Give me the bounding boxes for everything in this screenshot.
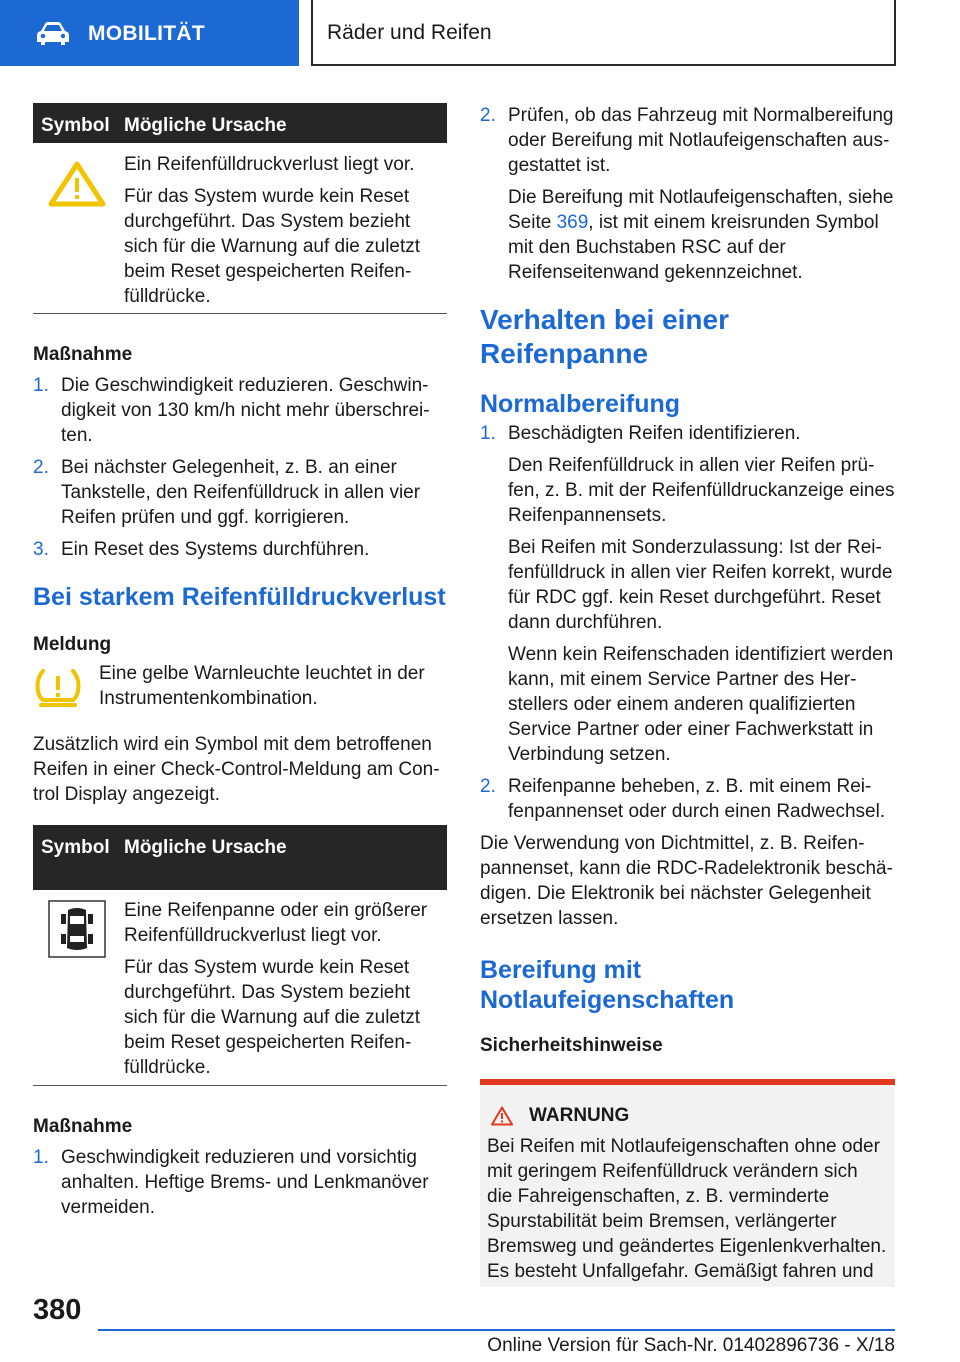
check-list <box>480 103 895 285</box>
table-cell-text: Für das System wurde kein Reset durchgeführt. Das System bezieht sich für die Warnung auf die zuletzt beim Reset gespeicherten Reifenfülldrücke. <box>124 957 421 1078</box>
measure-list <box>33 1145 447 1220</box>
section-heading: Bei starkem Reifenfülldruckverlust <box>33 583 446 611</box>
message-title: Meldung <box>33 634 112 655</box>
list-item-text: Die Bereifung mit Notlaufeigenschaften, siehe Seite 369, ist mit einem kreisrunden Symbol mit den Buchstaben RSC auf der Reifenseitenwand gekennzeichnet. <box>508 187 894 283</box>
table-cell-text: Eine Reifenpanne oder ein größerer Reifenfülldruckverlust liegt vor. <box>124 900 428 946</box>
list-item: 1. Beschädigten Reifen identifizieren. Den Reifenfülldruck in allen vier Reifen prüfen, z. B. mit der Reifenfülldruckanzeige eines Reifenpannensets. Bei Reifen mit Sonderzulassung: Ist der Reifenfülldruck in allen vier Reifen korrekt, wurde für RDC ggf. kein Reset durchgeführt. Reset dann durchführen. Wenn kein Reifenschaden identifiziert werden kann, mit einem Service Partner des Herstellers oder einem anderen qualifizierten Service Partner oder einer Fachwerkstatt in Verbindung setzen. <box>480 423 895 765</box>
warning-box <box>480 1079 895 1287</box>
list-item: 3. Ein Reset des Systems durchführen. <box>33 539 370 560</box>
safety-title: Sicherheitshinweise <box>480 1035 663 1056</box>
measure-list <box>33 373 447 562</box>
chapter-title: Räder und Reifen <box>327 20 492 44</box>
warning-text: Bei Reifen mit Notlaufeigenschaften ohne oder mit geringem Reifenfülldruck verändern sich die Fahreigenschaften, z. B. verminderte Spurstabilität beim Bremsen, verlängerter Bremsweg und geändertes Eigenlenkverhalten. Es besteht Unfallgefahr. Gemäßigt fahren und <box>487 1136 887 1282</box>
section-heading: Verhalten bei einer Reifenpanne <box>480 304 729 369</box>
table-header-symbol: Symbol <box>41 115 110 136</box>
chapter-header <box>311 0 896 66</box>
car-icon <box>36 20 70 46</box>
extra-text: Zusätzlich wird ein Symbol mit dem betroffenen Reifen in einer Check-Control-Meldung am Control Display angezeigt. <box>33 734 440 805</box>
subsection-heading: Bereifung mit Notlaufeigenschaften <box>480 956 735 1014</box>
page-number: 380 <box>33 1294 82 1326</box>
message-block <box>33 661 447 716</box>
table-cell-text: Für das System wurde kein Reset durchgeführt. Das System bezieht sich für die Warnung auf die zuletzt beim Reset gespeicherten Reifenfülldrücke. <box>124 186 421 307</box>
table-row <box>33 143 447 314</box>
tire-pressure-warning-icon <box>33 667 83 709</box>
table-header <box>33 103 447 143</box>
footer-divider <box>98 1329 895 1331</box>
footer-version: Online Version für Sach-Nr. 01402896736 - X/18 <box>487 1335 895 1356</box>
list-item-text: Prüfen, ob das Fahrzeug mit Normalbereifung oder Bereifung mit Notlaufeigenschaften ausgestattet ist. <box>508 105 894 176</box>
section-title: MOBILITÄT <box>88 21 206 45</box>
warning-triangle-icon <box>491 1106 513 1126</box>
table-header-cause: Mögliche Ursache <box>124 837 287 858</box>
symbol-table-2 <box>33 825 447 1086</box>
list-item: 1. Die Geschwindigkeit reduzieren. Geschwindigkeit von 130 km/h nicht mehr überschreiten. <box>33 375 430 446</box>
table-row <box>33 890 447 1086</box>
table-header-cause: Mögliche Ursache <box>124 115 287 136</box>
list-item: 2. Bei nächster Gelegenheit, z. B. an einer Tankstelle, den Reifenfülldruck in allen vier Reifen prüfen und ggf. korrigieren. <box>33 457 421 528</box>
subsection-heading: Normalbereifung <box>480 390 681 418</box>
warning-title: WARNUNG <box>529 1105 630 1126</box>
right-column <box>480 103 895 1287</box>
symbol-table-1 <box>33 103 447 314</box>
table-header <box>33 825 447 890</box>
list-item: 1. Geschwindigkeit reduzieren und vorsichtig anhalten. Heftige Brems- und Lenkmanöver vermeiden. <box>33 1147 429 1218</box>
warning-triangle-icon <box>48 161 106 207</box>
left-column <box>33 103 447 1227</box>
page-link[interactable]: 369 <box>556 212 589 233</box>
table-header-symbol: Symbol <box>41 837 110 858</box>
car-tires-icon <box>48 900 106 958</box>
message-text: Eine gelbe Warnleuchte leuchtet in der Instrumentenkombination. <box>99 663 425 709</box>
section-tab[interactable] <box>0 0 299 66</box>
measure-title: Maßnahme <box>33 1116 133 1137</box>
measure-title: Maßnahme <box>33 344 133 365</box>
list-item: 2. Reifenpanne beheben, z. B. mit einem Reifenpannenset oder durch einen Radwechsel. <box>480 776 886 822</box>
breakdown-list <box>480 421 895 824</box>
table-cell-text: Ein Reifenfülldruckverlust liegt vor. <box>124 154 415 175</box>
list-item: 2. Prüfen, ob das Fahrzeug mit Normalbereifung oder Bereifung mit Notlaufeigenschaften ausgestattet ist. Die Bereifung mit Notlaufeigenschaften, siehe Seite 369, ist mit einem kreisrunden Symbol mit den Buchstaben RSC auf der Reifenseitenwand gekennzeichnet. <box>480 105 894 283</box>
sealant-text: Die Verwendung von Dichtmittel, z. B. Reifenpannenset, kann die RDC-Radelektronik beschädigen. Die Elektronik bei nächster Gelegenheit ersetzen lassen. <box>480 833 893 929</box>
